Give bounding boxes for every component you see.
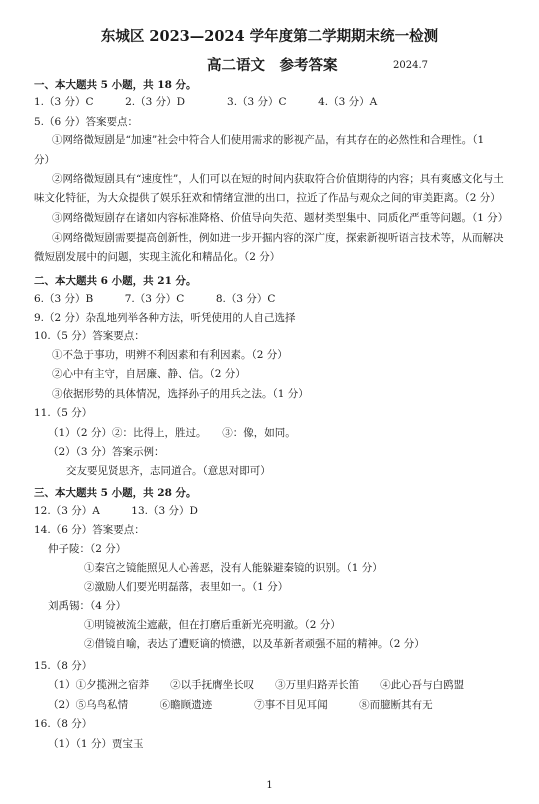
section-heading: 三、本大题共 5 小题，共 28 分。 xyxy=(34,487,197,499)
answer-line: 11.（5 分） xyxy=(34,407,93,419)
answer-line: （2）（3 分）答案示例： xyxy=(48,446,165,458)
document-title: 东城区 2023—2024 学年度第二学期期末统一检测 xyxy=(100,28,439,45)
answer-line: ③网络微短剧存在诸如内容标准降格、价值导向失范、题材类型集中、同质化严重等问题。（1 分） xyxy=(52,212,509,224)
answer-line: 14.（6 分）答案要点： xyxy=(34,524,145,536)
answer-line: 分） xyxy=(34,154,55,166)
answer-line: 刘禹锡：（4 分） xyxy=(48,600,127,612)
answer-line: 仲子陵：（2 分） xyxy=(48,543,127,555)
answer-line: ②激励人们要光明磊落，表里如一。（1 分） xyxy=(84,581,289,593)
answer-line: 12.（3 分）A 13.（3 分）D xyxy=(34,505,198,517)
answer-line: ②借镜自喻，表达了遭贬谪的愤懑，以及革新者顽强不屈的精神。（2 分） xyxy=(84,638,425,650)
answer-line: 16.（8 分） xyxy=(34,718,93,730)
answer-line: ②网络微短剧具有“速度性”，人们可以在短的时间内获取符合价值期待的内容；具有爽感文化与土 xyxy=(52,173,504,185)
answer-line: ①网络微短剧是“加速”社会中符合人们使用需求的影视产品，有其存在的必然性和合理性。（1 xyxy=(52,134,485,146)
answer-line: 9.（2 分）杂乱地列举各种方法，听凭使用的人自己选择 xyxy=(34,312,296,324)
answer-line: 15.（8 分） xyxy=(34,660,93,672)
answer-line: （1）（2 分）②：比得上，胜过。 ③：像，如同。 xyxy=(48,427,296,439)
page-number: 1 xyxy=(266,780,273,791)
answer-line: ①明镜被流尘遮蔽，但在打磨后重新光亮明澈。（2 分） xyxy=(84,619,341,631)
answer-line: ③依据形势的具体情况，选择孙子的用兵之法。（1 分） xyxy=(52,388,309,400)
answer-line: 6.（3 分）B 7.（3 分）C 8.（3 分）C xyxy=(34,293,276,305)
answer-line: 10.（5 分）答案要点： xyxy=(34,330,145,342)
answer-line: 5.（6 分）答案要点： xyxy=(34,116,139,128)
answer-line: （2）⑤乌鸟私情 ⑥瞻顾遗迹 ⑦事不目见耳闻 ⑧而臆断其有无 xyxy=(48,699,433,711)
section-heading: 一、本大题共 5 小题，共 18 分。 xyxy=(34,79,197,91)
answer-line: 微短剧发展中的问题，实现主流化和精品化。（2 分） xyxy=(34,251,281,263)
answer-line: 味文化特征，为大众提供了娱乐狂欢和情绪宣泄的出口，拉近了作品与观众之间的审美距离。（2 分） xyxy=(34,192,501,204)
answer-line: （1）（1 分）贾宝玉 xyxy=(48,738,144,750)
answer-line: 1.（3 分）C 2.（3 分）D 3.（3 分）C 4.（3 分）A xyxy=(34,96,378,108)
answer-line: （1）①夕揽洲之宿莽 ②以手抚膺坐长叹 ③万里归路弄长笛 ④此心吾与白鸥盟 xyxy=(48,679,465,691)
section-heading: 二、本大题共 6 小题，共 21 分。 xyxy=(34,275,197,287)
document-date: 2024.7 xyxy=(393,60,428,71)
document-subtitle: 高二语文 参考答案 xyxy=(207,57,338,74)
answer-line: ①秦宫之镜能照见人心善恶，没有人能躲避秦镜的识别。（1 分） xyxy=(84,562,383,574)
answer-line: ①不急于事功，明辨不利因素和有利因素。（2 分） xyxy=(52,349,288,361)
answer-line: ②心中有主守，自居廉、静、信。（2 分） xyxy=(52,368,246,380)
answer-line: ④网络微短剧需要提高创新性，例如进一步开掘内容的深广度，探索新视听语言技术等，从而解决 xyxy=(52,232,504,244)
answer-line: 交友要见贤思齐，志同道合。（意思对即可） xyxy=(66,465,271,477)
